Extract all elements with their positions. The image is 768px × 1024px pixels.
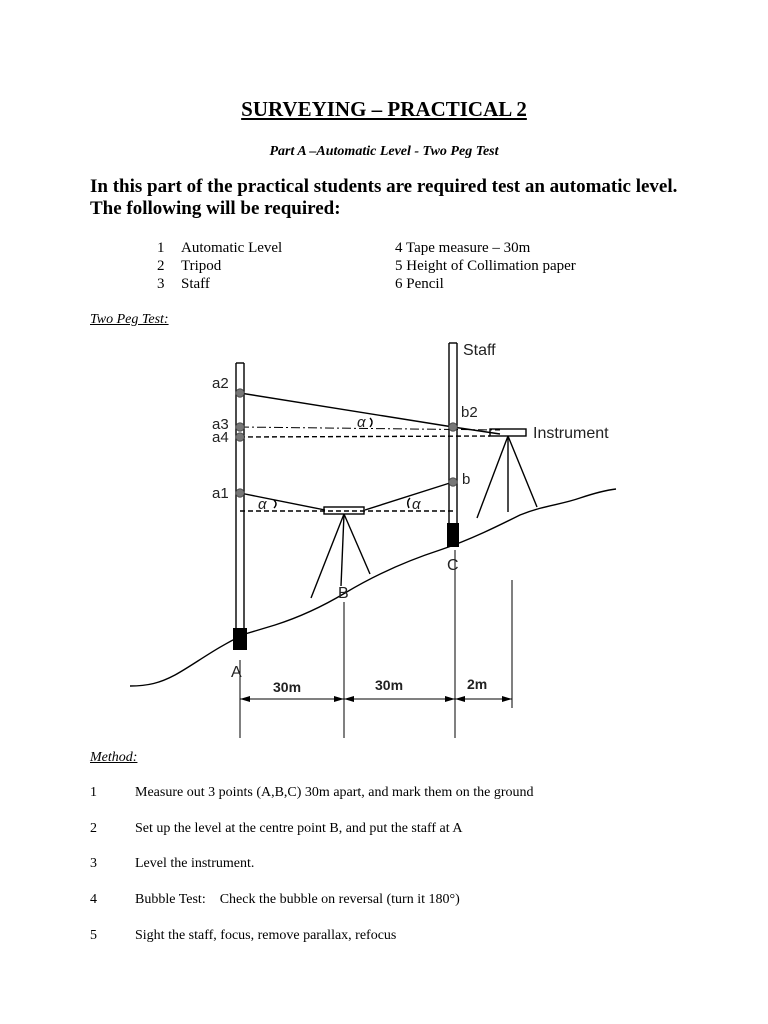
- reading-point-a2: [236, 389, 244, 397]
- section-label: Two Peg Test:: [90, 312, 169, 327]
- requirement-number: 6: [395, 276, 403, 292]
- requirement-number: 1: [157, 240, 165, 256]
- angle-label: α: [258, 496, 267, 513]
- step-number: 3: [90, 856, 97, 871]
- sight-line-b2-instrument: [453, 427, 500, 434]
- angle-arc: [274, 500, 276, 508]
- two-peg-test-diagram: [0, 330, 768, 745]
- method-step: [90, 821, 463, 837]
- staff-label: Staff: [463, 342, 496, 359]
- reading-label-a3: a3: [212, 416, 229, 433]
- horizontal-line-a4: [240, 436, 490, 437]
- step-text: Sight the staff, focus, remove parallax, refocus: [135, 928, 397, 943]
- angle-label: α: [357, 414, 366, 431]
- requirement-label: Height of Collimation paper: [406, 258, 576, 274]
- requirements-list-left: [157, 239, 282, 293]
- requirement-item: [157, 275, 282, 293]
- requirement-label: Pencil: [406, 276, 444, 292]
- dimension-label-ab: 30m: [273, 679, 302, 695]
- reading-point-a4: [236, 433, 244, 441]
- reading-point-b2: [449, 423, 457, 431]
- page-subtitle: Part A –Automatic Level - Two Peg Test: [269, 144, 499, 159]
- requirement-label: Tripod: [181, 258, 222, 274]
- requirement-item: [395, 275, 576, 293]
- sight-line-b-a1: [240, 493, 325, 510]
- step-text: Level the instrument.: [135, 856, 255, 871]
- requirement-label: Staff: [181, 276, 210, 292]
- step-number: 2: [90, 821, 97, 836]
- requirement-number: 5: [395, 258, 403, 274]
- angle-arc: [370, 418, 372, 427]
- requirement-number: 3: [157, 276, 165, 292]
- sight-line-a2-b2: [240, 393, 453, 427]
- method-step: [90, 928, 396, 944]
- method-step: [90, 785, 534, 801]
- reading-label-b2: b2: [461, 404, 478, 421]
- method-step: [90, 856, 254, 872]
- intro-paragraph: In this part of the practical students are required test an automatic level. The following will be required:: [90, 176, 678, 219]
- requirements-list-right: [395, 239, 576, 293]
- point-label-b: B: [338, 585, 349, 602]
- requirement-item: [395, 239, 576, 257]
- method-step: [90, 892, 460, 908]
- requirement-label: Automatic Level: [181, 240, 283, 256]
- step-text: Set up the level at the centre point B, and put the staff at A: [135, 821, 463, 836]
- step-number: 4: [90, 892, 97, 907]
- reading-label-a2: a2: [212, 375, 229, 392]
- point-label-a: A: [231, 664, 242, 681]
- peg-a: [233, 628, 247, 650]
- step-text: Bubble Test: Check the bubble on reversal (turn it 180°): [135, 892, 460, 907]
- requirement-label: Tape measure – 30m: [405, 240, 531, 256]
- dimension-label-c-instrument: 2m: [467, 676, 488, 692]
- step-number: 5: [90, 928, 97, 943]
- ground-line: [130, 489, 616, 686]
- angle-label: α: [412, 496, 421, 513]
- angle-arc: [408, 498, 410, 508]
- step-text: Measure out 3 points (A,B,C) 30m apart, and mark them on the ground: [135, 785, 534, 800]
- reading-label-b: b: [462, 471, 471, 488]
- method-heading: Method:: [90, 750, 138, 765]
- point-label-c: C: [447, 557, 459, 574]
- requirement-number: 2: [157, 258, 165, 274]
- requirement-item: [157, 257, 282, 275]
- requirement-item: [157, 239, 282, 257]
- instrument-label: Instrument: [533, 425, 609, 442]
- reading-label-a1: a1: [212, 485, 229, 502]
- requirement-item: [395, 257, 576, 275]
- reading-point-a3: [236, 423, 244, 431]
- step-number: 1: [90, 785, 97, 800]
- peg-c: [447, 523, 459, 547]
- requirement-number: 4: [395, 240, 403, 256]
- dimension-label-bc: 30m: [375, 677, 404, 693]
- reading-point-b: [449, 478, 457, 486]
- reading-point-a1: [236, 489, 244, 497]
- sight-line-b-b: [365, 482, 453, 510]
- reading-label-a4: a4: [212, 429, 229, 446]
- page-title: SURVEYING – PRACTICAL 2: [241, 97, 527, 121]
